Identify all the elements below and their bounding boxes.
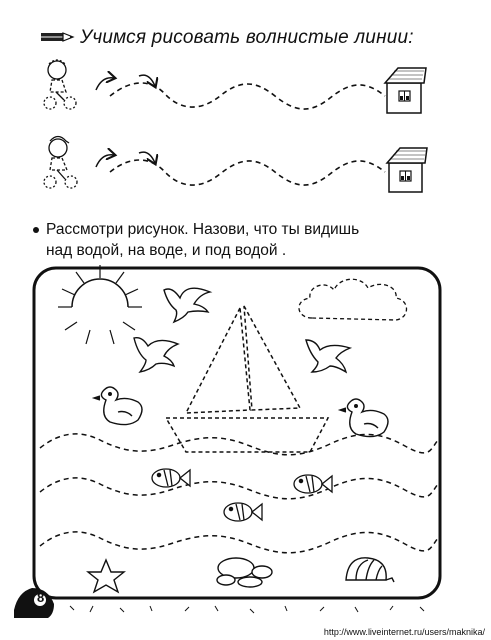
shell-icon [346, 558, 394, 582]
duck-icon-1 [94, 387, 142, 425]
sun-icon [58, 265, 142, 344]
seagull-icon-3 [306, 340, 350, 372]
duck-icon-2 [340, 399, 388, 437]
wave-trace-1 [110, 83, 385, 109]
ground-dots [70, 606, 424, 613]
stones-icon [217, 558, 272, 587]
water-waves [40, 434, 438, 553]
instruction-line-1: Рассмотри рисунок. Назови, что ты видишь [46, 221, 360, 238]
arrow-2a [96, 155, 114, 167]
wave-trace-2 [110, 160, 385, 185]
house-icon-1 [385, 68, 426, 113]
page-number: 8 [37, 590, 45, 605]
seagull-icon-1 [164, 288, 210, 322]
child-on-tricycle-icon-1 [44, 60, 76, 109]
fish-icon-3 [224, 503, 262, 521]
seagull-icon-2 [134, 338, 178, 372]
starfish-icon [88, 560, 124, 592]
arrow-1a [96, 78, 114, 90]
sailboat-icon [166, 306, 328, 452]
footer-url: http://www.liveinternet.ru/users/maknika/ [323, 627, 485, 637]
page-title: Учимся рисовать волнистые линии: [80, 27, 414, 48]
house-icon-2 [387, 148, 427, 192]
pencil-icon [41, 33, 73, 41]
cloud-icon [299, 279, 407, 320]
fish-icon-1 [152, 469, 190, 487]
penguin-icon [14, 588, 54, 618]
instruction-line-2: над водой, на воде, и под водой . [46, 242, 287, 259]
child-on-tricycle-icon-2 [44, 137, 77, 189]
